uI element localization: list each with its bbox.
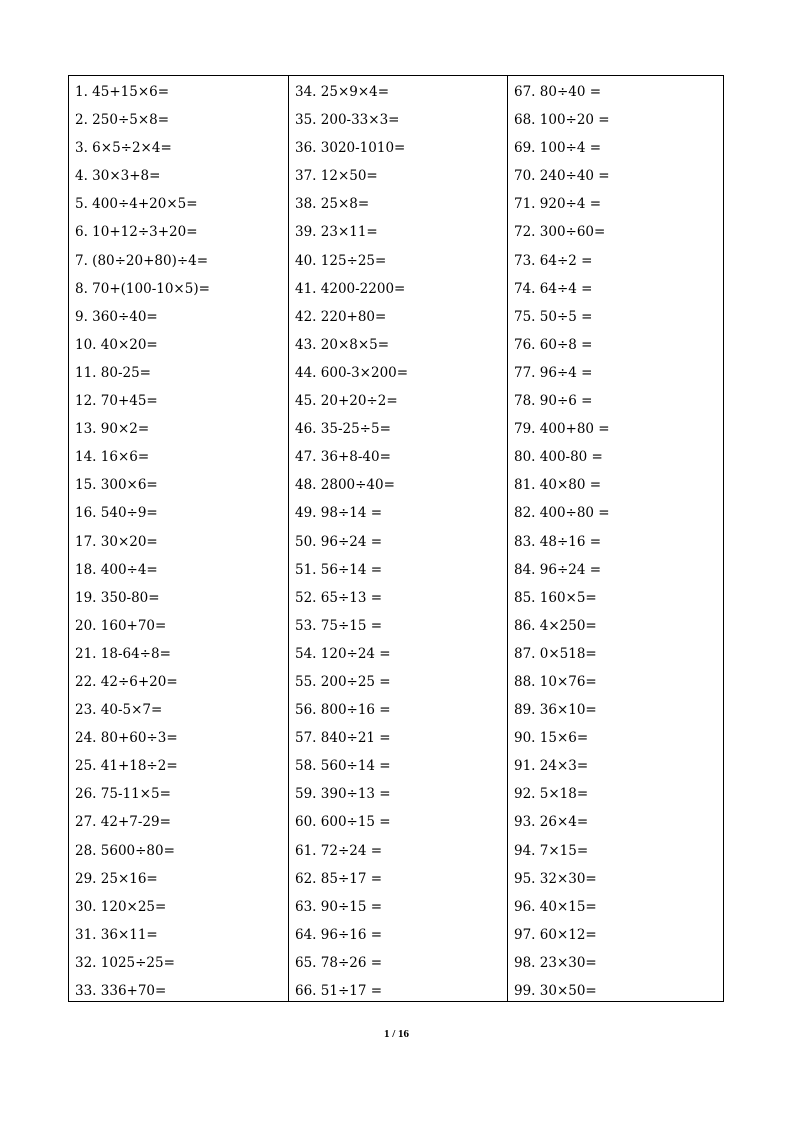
problem-item: 12. 70+45= (75, 393, 158, 410)
problem-item: 97. 60×12= (514, 926, 597, 943)
problem-item: 56. 800÷16 = (295, 702, 391, 719)
problem-item: 61. 72÷24 = (295, 842, 383, 859)
problem-item: 59. 390÷13 = (295, 786, 391, 803)
problem-item: 67. 80÷40 = (514, 84, 602, 100)
problem-item: 94. 7×15= (514, 842, 589, 859)
problem-item: 33. 336+70= (75, 983, 167, 999)
problem-item: 96. 40×15= (514, 898, 597, 915)
problem-item: 91. 24×3= (514, 758, 589, 775)
problem-item: 53. 75÷15 = (295, 617, 383, 634)
problem-item: 85. 160×5= (514, 589, 597, 606)
problem-item: 80. 400-80 = (514, 449, 603, 466)
problem-item: 29. 25×16= (75, 870, 158, 887)
problem-item: 10. 40×20= (75, 336, 158, 353)
problem-item: 57. 840÷21 = (295, 730, 391, 747)
problem-item: 30. 120×25= (75, 898, 167, 915)
problem-item: 26. 75-11×5= (75, 786, 171, 803)
problem-item: 34. 25×9×4= (295, 84, 390, 100)
problem-item: 45. 20+20÷2= (295, 393, 398, 410)
problem-item: 87. 0×518= (514, 645, 597, 662)
problem-item: 77. 96÷4 = (514, 364, 593, 381)
problem-item: 18. 400÷4= (75, 561, 158, 578)
problem-item: 15. 300×6= (75, 477, 158, 494)
problem-item: 35. 200-33×3= (295, 112, 400, 129)
problem-item: 89. 36×10= (514, 702, 597, 719)
problem-item: 21. 18-64÷8= (75, 645, 171, 662)
problem-item: 16. 540÷9= (75, 505, 158, 522)
problem-item: 49. 98÷14 = (295, 505, 383, 522)
problem-item: 8. 70+(100-10×5)= (75, 280, 210, 297)
problem-item: 60. 600÷15 = (295, 814, 391, 831)
problem-item: 83. 48÷16 = (514, 533, 602, 550)
problem-item: 79. 400+80 = (514, 421, 610, 438)
problem-item: 25. 41+18÷2= (75, 758, 178, 775)
problem-item: 73. 64÷2 = (514, 252, 593, 269)
problem-item: 13. 90×2= (75, 421, 150, 438)
problem-item: 4. 30×3+8= (75, 168, 161, 185)
problem-column-3 (507, 76, 723, 1001)
problem-item: 24. 80+60÷3= (75, 730, 178, 747)
problem-item: 43. 20×8×5= (295, 336, 390, 353)
problem-item: 2. 250÷5×8= (75, 112, 170, 129)
problem-item: 37. 12×50= (295, 168, 378, 185)
problem-item: 14. 16×6= (75, 449, 150, 466)
problem-item: 41. 4200-2200= (295, 280, 406, 297)
problem-item: 93. 26×4= (514, 814, 589, 831)
problem-item: 11. 80-25= (75, 364, 151, 381)
problem-item: 66. 51÷17 = (295, 983, 383, 999)
problem-item: 31. 36×11= (75, 926, 158, 943)
problem-item: 17. 30×20= (75, 533, 158, 550)
problem-item: 22. 42÷6+20= (75, 673, 178, 690)
problem-item: 98. 23×30= (514, 954, 597, 971)
problem-item: 74. 64÷4 = (514, 280, 593, 297)
problem-item: 84. 96÷24 = (514, 561, 602, 578)
problem-column-1 (69, 76, 288, 1001)
problem-item: 9. 360÷40= (75, 308, 158, 325)
problem-item: 92. 5×18= (514, 786, 589, 803)
problem-item: 88. 10×76= (514, 673, 597, 690)
problem-item: 39. 23×11= (295, 224, 378, 241)
problem-item: 28. 5600÷80= (75, 842, 175, 859)
problem-item: 95. 32×30= (514, 870, 597, 887)
problem-item: 71. 920÷4 = (514, 196, 602, 213)
problem-item: 99. 30×50= (514, 983, 597, 999)
problem-item: 78. 90÷6 = (514, 393, 593, 410)
problem-item: 48. 2800÷40= (295, 477, 395, 494)
problem-item: 3. 6×5÷2×4= (75, 140, 172, 157)
problem-item: 1. 45+15×6= (75, 84, 170, 100)
problem-item: 72. 300÷60= (514, 224, 606, 241)
problem-item: 50. 96÷24 = (295, 533, 383, 550)
problem-item: 38. 25×8= (295, 196, 370, 213)
problem-item: 75. 50÷5 = (514, 308, 593, 325)
problem-item: 76. 60÷8 = (514, 336, 593, 353)
problem-item: 63. 90÷15 = (295, 898, 383, 915)
problem-item: 6. 10+12÷3+20= (75, 224, 198, 241)
problem-table (68, 75, 724, 1002)
problem-item: 42. 220+80= (295, 308, 387, 325)
problem-item: 62. 85÷17 = (295, 870, 383, 887)
problem-item: 65. 78÷26 = (295, 954, 383, 971)
problem-item: 27. 42+7-29= (75, 814, 171, 831)
problem-item: 20. 160+70= (75, 617, 167, 634)
problem-item: 19. 350-80= (75, 589, 160, 606)
problem-item: 40. 125÷25= (295, 252, 387, 269)
problem-item: 23. 40-5×7= (75, 702, 163, 719)
problem-item: 81. 40×80 = (514, 477, 602, 494)
problem-item: 44. 600-3×200= (295, 364, 409, 381)
problem-item: 68. 100÷20 = (514, 112, 610, 129)
problem-item: 46. 35-25÷5= (295, 421, 391, 438)
problem-item: 51. 56÷14 = (295, 561, 383, 578)
problem-item: 90. 15×6= (514, 730, 589, 747)
problem-item: 69. 100÷4 = (514, 140, 602, 157)
problem-item: 32. 1025÷25= (75, 954, 175, 971)
problem-item: 55. 200÷25 = (295, 673, 391, 690)
problem-item: 70. 240÷40 = (514, 168, 610, 185)
problem-item: 54. 120÷24 = (295, 645, 391, 662)
problem-item: 86. 4×250= (514, 617, 597, 634)
problem-item: 7. (80÷20+80)÷4= (75, 252, 209, 269)
page-number: 1 / 16 (383, 1028, 410, 1040)
problem-column-2 (288, 76, 507, 1001)
problem-item: 64. 96÷16 = (295, 926, 383, 943)
problem-item: 52. 65÷13 = (295, 589, 383, 606)
problem-item: 58. 560÷14 = (295, 758, 391, 775)
problem-item: 47. 36+8-40= (295, 449, 391, 466)
problem-item: 5. 400÷4+20×5= (75, 196, 198, 213)
problem-item: 36. 3020-1010= (295, 140, 406, 157)
problem-item: 82. 400÷80 = (514, 505, 610, 522)
